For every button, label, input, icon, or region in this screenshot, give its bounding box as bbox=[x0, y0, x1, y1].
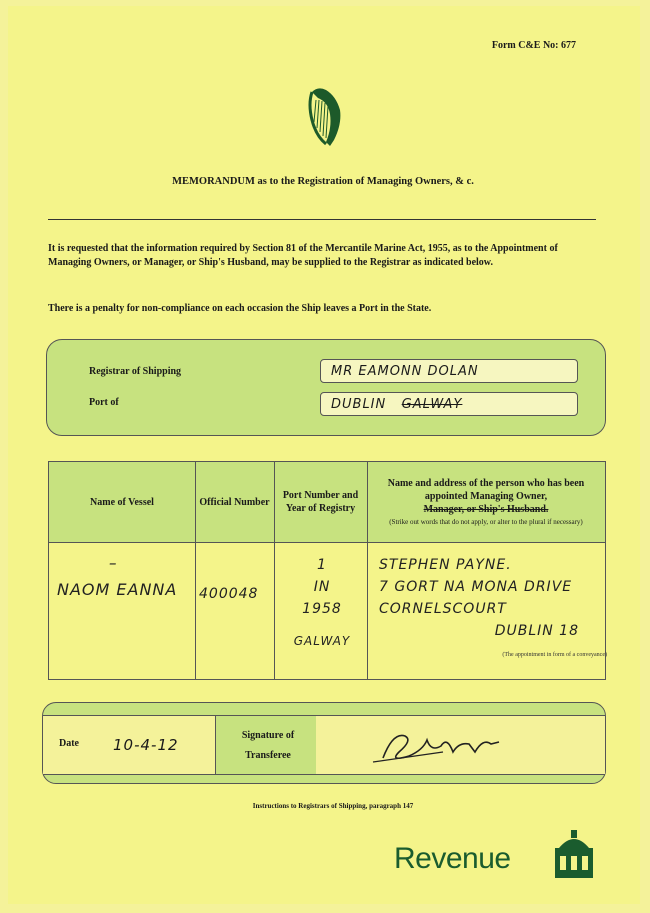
port-line: 1958 bbox=[302, 601, 342, 617]
vessel-name-value[interactable]: NAOM EANNA bbox=[57, 580, 178, 599]
owner-line: CORNELSCOURT bbox=[379, 601, 507, 617]
port-line: 1 bbox=[317, 557, 327, 573]
owner-line: 7 GORT NA MONA DRIVE bbox=[379, 579, 573, 595]
official-number-value[interactable]: 400048 bbox=[199, 586, 259, 602]
header-port-registry: Port Number and Year of Registry bbox=[282, 490, 359, 514]
owner-address-value[interactable] bbox=[379, 554, 599, 642]
header-official-number: Official Number bbox=[199, 496, 270, 508]
header-owner-struck: Manager, or Ship's Husband. bbox=[423, 504, 549, 515]
header-vessel-name: Name of Vessel bbox=[90, 496, 154, 508]
memo-title: MEMORANDUM as to the Registration of Managing Owners, & c. bbox=[172, 176, 474, 187]
appointment-note: (The appointment in form of a conveyance) bbox=[502, 652, 607, 658]
port-value: DUBLIN bbox=[331, 397, 387, 412]
registrar-field[interactable] bbox=[320, 359, 578, 383]
form-page bbox=[8, 6, 640, 904]
penalty-paragraph: There is a penalty for non-compliance on each occasion the Ship leaves a Port in the State. bbox=[48, 303, 432, 314]
vessel-dash: – bbox=[109, 554, 118, 572]
owner-line: DUBLIN 18 bbox=[494, 623, 579, 639]
header-owner-text: Name and address of the person who has been appointed Managing Owner, bbox=[387, 478, 585, 502]
instructions-footer: Instructions to Registrars of Shipping, paragraph 147 bbox=[252, 802, 414, 810]
port-line: GALWAY bbox=[293, 634, 351, 648]
owner-line: STEPHEN PAYNE. bbox=[379, 557, 512, 573]
port-struck-value: GALWAY bbox=[401, 397, 463, 412]
signature-label: Signature of Transferee bbox=[241, 730, 295, 761]
vessel-table bbox=[48, 461, 606, 680]
header-owner-note: (Strike out words that do not apply, or alter to the plural if necessary) bbox=[389, 518, 583, 526]
header-owner bbox=[367, 462, 605, 542]
date-signature-section bbox=[42, 702, 606, 784]
revenue-building-icon bbox=[551, 828, 597, 880]
date-value[interactable]: 10-4-12 bbox=[113, 736, 179, 754]
port-label: Port of bbox=[89, 397, 119, 408]
registrar-label: Registrar of Shipping bbox=[89, 366, 182, 377]
date-signature-row bbox=[43, 715, 605, 775]
port-line: IN bbox=[313, 579, 331, 595]
request-paragraph: It is requested that the information required by Section 81 of the Mercantile Marine Act, 1955, as to the Appointment of Managing Owners, or Manager, or Ship's Husband, may be supplied to the Registrar as indicated below. bbox=[48, 243, 558, 268]
date-label: Date bbox=[59, 738, 79, 749]
registrar-value: MR EAMONN DOLAN bbox=[331, 364, 479, 379]
registrar-section bbox=[46, 339, 606, 436]
divider bbox=[48, 219, 596, 220]
signature-scribble[interactable] bbox=[323, 722, 593, 768]
revenue-logo-text: Revenue bbox=[394, 842, 511, 875]
port-field[interactable] bbox=[320, 392, 578, 416]
port-registry-value[interactable] bbox=[287, 554, 357, 652]
harp-emblem-icon bbox=[304, 84, 348, 150]
form-number: Form C&E No: 677 bbox=[491, 40, 576, 51]
